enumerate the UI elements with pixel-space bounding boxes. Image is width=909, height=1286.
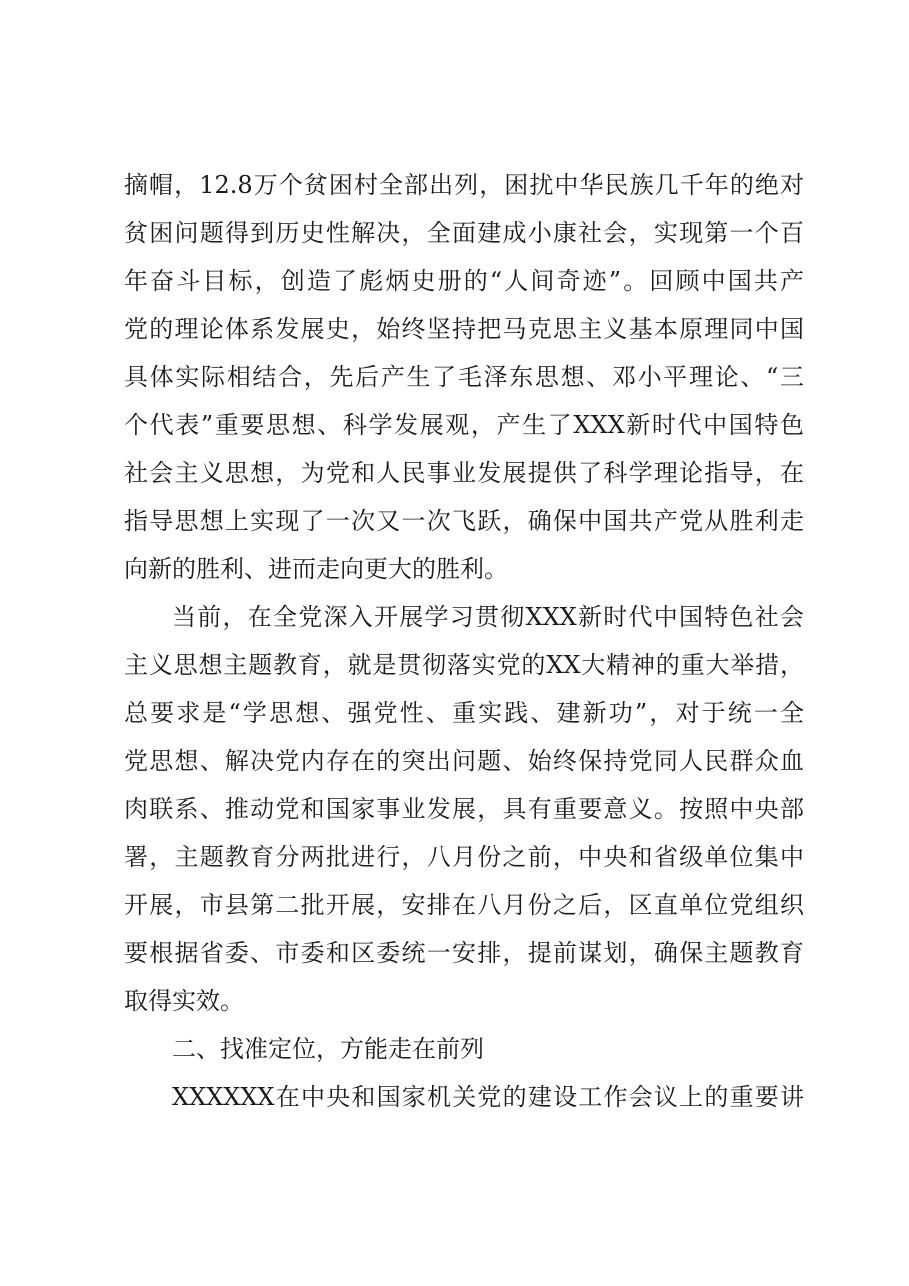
text-line: 个代表”重要思想、科学发展观，产生了XXX新时代中国特色 — [124, 411, 804, 439]
text-line: 具体实际相结合，先后产生了毛泽东思想、邓小平理论、“三 — [124, 363, 804, 391]
text-line: 当前，在全党深入开展学习贯彻XXX新时代中国特色社会 — [172, 603, 804, 631]
text-line: 署，主题教育分两批进行，八月份之前，中央和省级单位集中 — [124, 843, 804, 871]
text-line: 摘帽，12.8万个贫困村全部出列，困扰中华民族几千年的绝对 — [124, 171, 804, 199]
text-line: 向新的胜利、进而走向更大的胜利。 — [124, 555, 508, 583]
text-line: 开展，市县第二批开展，安排在八月份之后，区直单位党组织 — [124, 891, 804, 919]
text-line: 党思想、解决党内存在的突出问题、始终保持党同人民群众血 — [124, 747, 804, 775]
text-line: 总要求是“学思想、强党性、重实践、建新功”，对于统一全 — [124, 699, 804, 727]
text-line: 年奋斗目标，创造了彪炳史册的“人间奇迹”。回顾中国共产 — [124, 267, 804, 295]
text-line: 取得实效。 — [124, 987, 244, 1015]
text-line: XXXXXX在中央和国家机关党的建设工作会议上的重要讲 — [172, 1083, 804, 1111]
text-line: 社会主义思想，为党和人民事业发展提供了科学理论指导，在 — [124, 459, 804, 487]
text-line: 肉联系、推动党和国家事业发展，具有重要意义。按照中央部 — [124, 795, 804, 823]
text-line: 要根据省委、市委和区委统一安排，提前谋划，确保主题教育 — [124, 939, 804, 967]
text-line: 党的理论体系发展史，始终坚持把马克思主义基本原理同中国 — [124, 315, 804, 343]
document-body — [124, 161, 804, 1121]
text-line: 指导思想上实现了一次又一次飞跃，确保中国共产党从胜利走 — [124, 507, 804, 535]
text-line: 主义思想主题教育，就是贯彻落实党的XX大精神的重大举措， — [124, 651, 804, 679]
text-line: 二、找准定位，方能走在前列 — [172, 1035, 484, 1063]
text-line: 贫困问题得到历史性解决，全面建成小康社会，实现第一个百 — [124, 219, 804, 247]
